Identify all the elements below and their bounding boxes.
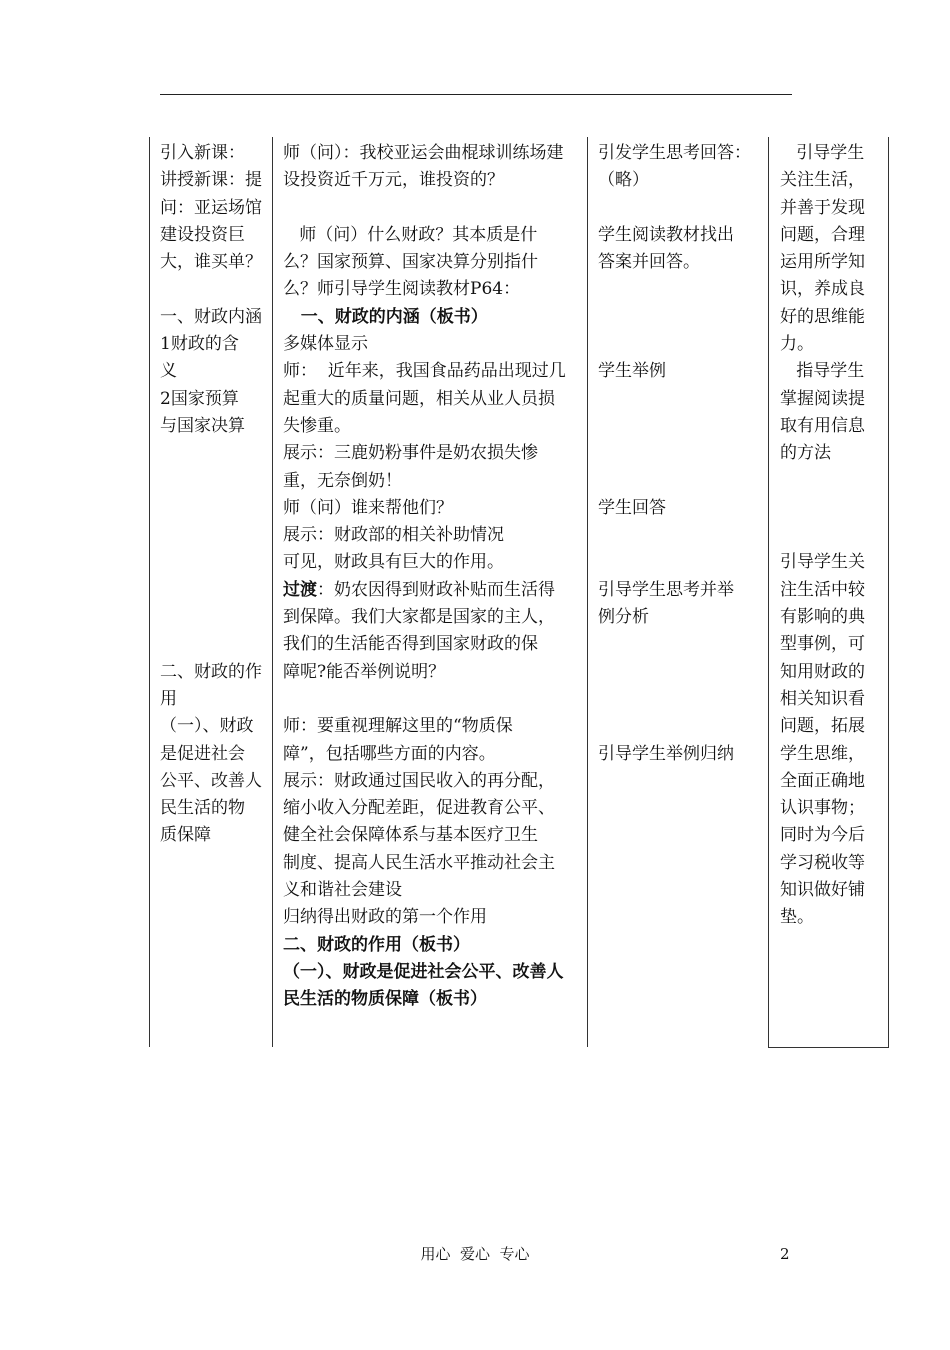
col1-line xyxy=(160,495,270,522)
col2-line: 展示：财政通过国民收入的再分配， xyxy=(283,770,555,791)
col3-line: 学生阅读教材找出 xyxy=(598,224,734,245)
header-rule xyxy=(160,94,792,95)
col4-line: 掌握阅读提 xyxy=(780,388,865,409)
col2-line: 起重大的质量问题，相关从业人员损 xyxy=(283,388,555,409)
col4-line: 引导学生关 xyxy=(780,552,865,573)
column-design-intent xyxy=(780,140,886,932)
col2-line: 过渡：奶农因得到财政补贴而生活得 xyxy=(283,579,555,600)
col2-line: 民生活的物质保障（板书） xyxy=(283,989,487,1010)
col3-line xyxy=(598,440,766,467)
column-student-activity xyxy=(598,140,766,768)
col2-line: 展示：三鹿奶粉事件是奶农损失惨 xyxy=(283,443,538,464)
col2-line: 展示：财政部的相关补助情况 xyxy=(283,525,504,546)
col3-line: 引导学生举例归纳 xyxy=(598,743,734,764)
col1-line xyxy=(160,468,270,495)
col3-line: 学生回答 xyxy=(598,497,666,518)
col1-line xyxy=(160,577,270,604)
col4-line xyxy=(780,468,886,495)
col4-line: 知识做好铺 xyxy=(780,880,865,901)
col3-line xyxy=(598,304,766,331)
table-divider-3 xyxy=(768,137,769,1047)
col2-line: 师： 近年来，我国食品药品出现过几 xyxy=(283,361,566,382)
col3-line xyxy=(598,331,766,358)
col2-line: 师（问）：我校亚运会曲棍球训练场建 xyxy=(283,143,564,163)
col2-line: 义和谐社会建设 xyxy=(283,880,402,901)
column-teacher-activity xyxy=(283,140,583,1014)
col1-line xyxy=(160,549,270,576)
col4-line: 问题，合理 xyxy=(780,224,865,245)
col2-line: 缩小收入分配差距，促进教育公平、 xyxy=(283,798,555,819)
col1-line xyxy=(160,276,270,303)
col1-line xyxy=(160,631,270,658)
col4-line: 相关知识看 xyxy=(780,688,865,709)
col4-line: 同时为今后 xyxy=(780,825,865,846)
col3-line: 引导学生思考并举 xyxy=(598,579,734,600)
col4-line: 的方法 xyxy=(780,443,831,464)
col2-line: 制度、提高人民生活水平推动社会主 xyxy=(283,852,555,873)
col3-line xyxy=(598,686,766,713)
col4-line: 学习税收等 xyxy=(780,852,865,873)
col3-line: （略） xyxy=(598,170,649,191)
col3-line xyxy=(598,713,766,740)
col1-line: 与国家决算 xyxy=(160,415,245,436)
col2-line: 多媒体显示 xyxy=(283,334,368,355)
col4-line: 力。 xyxy=(780,334,814,355)
col1-line xyxy=(160,440,270,467)
col4-line: 引导学生 xyxy=(780,143,865,163)
col2-line: 二、财政的作用（板书） xyxy=(283,934,470,955)
col1-line: 是促进社会 xyxy=(160,743,245,764)
col4-line: 运用所学知 xyxy=(780,252,865,273)
col1-line: 用 xyxy=(160,688,177,709)
col2-line: 我们的生活能否得到国家财政的保 xyxy=(283,634,538,655)
col1-line: 大，谁买单？ xyxy=(160,252,262,273)
col2-line: 设投资近千万元，谁投资的？ xyxy=(283,170,504,191)
col4-line: 有影响的典 xyxy=(780,607,865,628)
col2-line: 归纳得出财政的第一个作用 xyxy=(283,907,487,928)
col2-line: 师：要重视理解这里的“物质保 xyxy=(283,716,513,737)
col3-line xyxy=(598,276,766,303)
col1-line: 建设投资巨 xyxy=(160,224,245,245)
table-divider-1 xyxy=(272,137,273,1047)
col4-line: 关注生活， xyxy=(780,170,865,191)
col2-line: 师（问）什么财政？其本质是什 xyxy=(283,224,538,245)
col4-line: 垫。 xyxy=(780,907,814,928)
table-border-right xyxy=(888,137,889,1047)
col2-line: 失惨重。 xyxy=(283,415,351,436)
col1-line xyxy=(160,604,270,631)
col2-line: 到保障。我们大家都是国家的主人， xyxy=(283,607,555,628)
col1-line: 二、财政的作 xyxy=(160,661,262,682)
col4-line: 指导学生 xyxy=(780,361,865,382)
col3-line xyxy=(598,413,766,440)
col1-line: 引入新课： xyxy=(160,143,245,163)
col4-line: 识，养成良 xyxy=(780,279,865,300)
col3-line xyxy=(598,631,766,658)
page-number: 2 xyxy=(780,1245,790,1263)
col3-line xyxy=(598,659,766,686)
col4-line xyxy=(780,522,886,549)
table-divider-2 xyxy=(587,137,588,1047)
col4-line: 注生活中较 xyxy=(780,579,865,600)
col2-line: 障”，包括哪些方面的内容。 xyxy=(283,743,496,764)
transition-label: 过渡 xyxy=(283,579,317,600)
col1-line: 民生活的物 xyxy=(160,798,245,819)
col4-line: 型事例，可 xyxy=(780,634,865,655)
footer-motto: 用心 爱心 专心 xyxy=(420,1245,530,1263)
col4-line: 问题，拓展 xyxy=(780,716,865,737)
col2-line: 障呢?能否举例说明？ xyxy=(283,661,446,682)
col2-line: 么？师引导学生阅读教材P64： xyxy=(283,279,521,300)
table-border-bottom xyxy=(768,1047,889,1048)
col3-line xyxy=(598,195,766,222)
col3-line xyxy=(598,549,766,576)
col3-line: 例分析 xyxy=(598,607,649,628)
col1-line: 2国家预算 xyxy=(160,388,239,409)
col2-line xyxy=(283,195,583,222)
col4-line: 全面正确地 xyxy=(780,770,865,791)
col1-line: 质保障 xyxy=(160,825,211,846)
col4-line: 知用财政的 xyxy=(780,661,865,682)
col3-line: 答案并回答。 xyxy=(598,252,700,273)
col3-line xyxy=(598,386,766,413)
col2-line: （一）、财政是促进社会公平、改善人 xyxy=(283,961,564,982)
col2-line: 重，无奈倒奶！ xyxy=(283,470,402,491)
col1-line: 公平、改善人 xyxy=(160,770,262,791)
col1-line: （一）、财政 xyxy=(160,716,254,737)
col3-line: 学生举例 xyxy=(598,361,666,382)
col4-line xyxy=(780,495,886,522)
col4-line: 并善于发现 xyxy=(780,197,865,218)
col3-line xyxy=(598,468,766,495)
col1-line xyxy=(160,522,270,549)
col2-line xyxy=(283,686,583,713)
col4-line: 认识事物； xyxy=(780,798,865,819)
col3-line xyxy=(598,522,766,549)
col3-line: 引发学生思考回答： xyxy=(598,143,751,163)
col4-line: 取有用信息 xyxy=(780,415,865,436)
col2-line: 健全社会保障体系与基本医疗卫生 xyxy=(283,825,538,846)
col2-line: 可见，财政具有巨大的作用。 xyxy=(283,552,504,573)
table-border-left xyxy=(149,137,150,1047)
col4-line: 学生思维， xyxy=(780,743,865,764)
column-sections xyxy=(160,140,270,850)
col1-line: 问：亚运场馆 xyxy=(160,197,262,218)
col1-line: 义 xyxy=(160,361,177,382)
col1-line: 讲授新课：提 xyxy=(160,170,262,191)
col2-line: 么？国家预算、国家决算分别指什 xyxy=(283,252,538,273)
col1-line: 一、财政内涵 xyxy=(160,306,262,327)
col4-line: 好的思维能 xyxy=(780,306,865,327)
col1-line: 1财政的含 xyxy=(160,334,239,355)
col2-line: 师（问）谁来帮他们？ xyxy=(283,497,453,518)
col2-line: 一、财政的内涵（板书） xyxy=(283,306,488,327)
